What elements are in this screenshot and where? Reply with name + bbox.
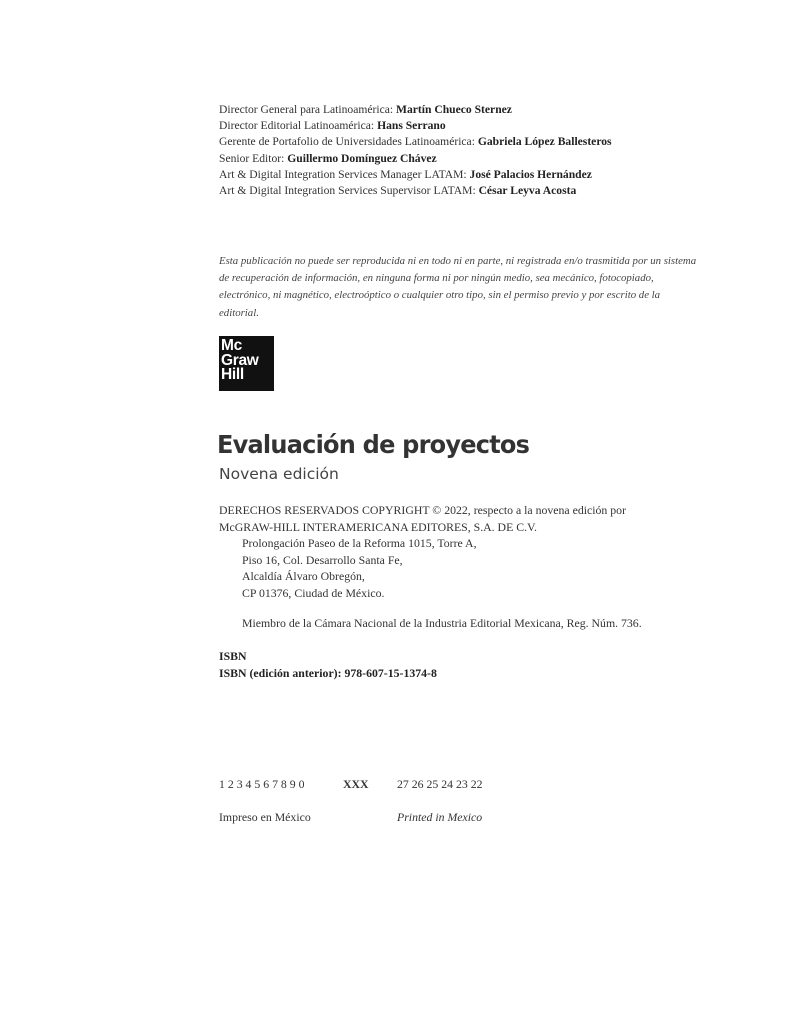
- credit-line: [219, 118, 612, 134]
- rights-block: [219, 502, 626, 602]
- credit-line: [219, 102, 612, 118]
- rights-line: DERECHOS RESERVADOS COPYRIGHT © 2022, respecto a la novena edición por: [219, 503, 627, 517]
- credit-name: César Leyva Acosta: [478, 184, 577, 198]
- printed-in-mexico: Printed in Mexico: [397, 810, 483, 824]
- credit-line: [219, 151, 612, 167]
- credit-role: Gerente de Portafolio de Universidades Latinoamérica:: [219, 135, 478, 149]
- logo-line: Graw: [221, 351, 259, 369]
- isbn-block: [219, 648, 437, 681]
- credit-role: Art & Digital Integration Services Manager LATAM:: [219, 167, 470, 181]
- credit-role: Director Editorial Latinoamérica:: [219, 119, 378, 133]
- credit-role: Director General para Latinoamérica:: [219, 103, 397, 116]
- print-years: 27 26 25 24 23 22: [397, 777, 483, 791]
- credit-line: [219, 167, 612, 183]
- chamber-membership: Miembro de la Cámara Nacional de la Industria Editorial Mexicana, Reg. Núm. 736.: [242, 616, 642, 630]
- print-code: XXX: [343, 777, 369, 791]
- mcgraw-hill-logo: [219, 336, 274, 391]
- credit-name: Hans Serrano: [377, 119, 446, 133]
- book-title: Evaluación de proyectos: [217, 430, 530, 459]
- credit-line: [219, 134, 612, 150]
- rights-line: McGRAW-HILL INTERAMERICANA EDITORES, S.A. DE C.V.: [219, 519, 538, 534]
- credit-name: Guillermo Domínguez Chávez: [287, 151, 437, 165]
- credit-name: Martín Chueco Sternez: [396, 103, 512, 116]
- address-line: Prolongación Paseo de la Reforma 1015, Torre A,: [242, 536, 477, 551]
- address-line: CP 01376, Ciudad de México.: [242, 585, 385, 600]
- credit-role: Senior Editor:: [219, 151, 288, 165]
- print-numbers: 1 2 3 4 5 6 7 8 9 0: [219, 777, 305, 791]
- logo-line: Hill: [221, 366, 244, 383]
- credits-block: [219, 102, 612, 199]
- credit-role: Art & Digital Integration Services Supervisor LATAM:: [219, 184, 479, 198]
- isbn-previous: ISBN (edición anterior): 978-607-15-1374-8: [219, 665, 437, 680]
- credit-line: [219, 183, 612, 199]
- address-line: Piso 16, Col. Desarrollo Santa Fe,: [242, 552, 403, 567]
- print-line: [219, 777, 483, 792]
- address-line: Alcaldía Álvaro Obregón,: [242, 569, 365, 584]
- credit-name: José Palacios Hernández: [469, 167, 592, 181]
- copyright-notice: Esta publicación no puede ser reproducida ni en todo ni en parte, ni registrada en/o trasmitida por un sistema de recuperación de información, en ninguna forma ni por ningún medio, sea mecánico, fotocopiado, electrónico, ni magnético, electroóptico o cualquier otro tipo, sin el permiso previo y por escrito de la editorial.: [219, 255, 697, 319]
- logo-line: Mc: [221, 337, 242, 354]
- isbn-current: ISBN: [219, 649, 247, 663]
- impreso-en-mexico: Impreso en México: [219, 810, 311, 824]
- book-edition: Novena edición: [219, 465, 339, 483]
- credit-name: Gabriela López Ballesteros: [477, 135, 612, 149]
